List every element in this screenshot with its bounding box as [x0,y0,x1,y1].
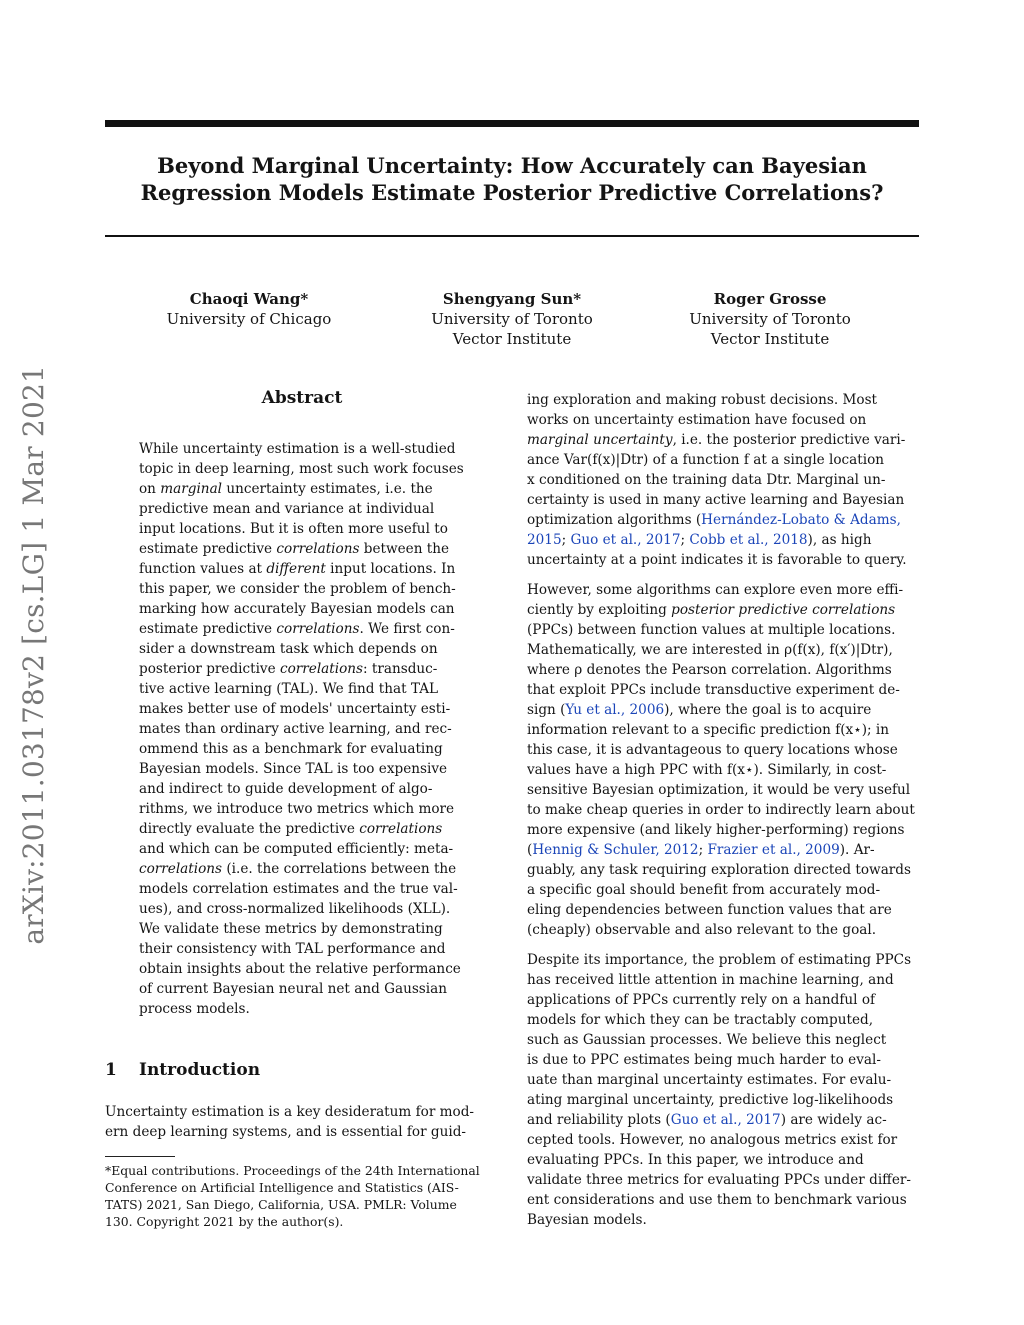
citation-link[interactable]: Yu et al., 2006 [565,702,665,718]
text-line: Despite its importance, the problem of estimating PPCs [527,952,912,968]
author-block [119,289,379,329]
text-line: (cheaply) observable and also relevant to the goal. [527,922,877,938]
author-name: Shengyang Sun* [442,290,582,308]
text-line: ing exploration and making robust decisions. Most [527,392,878,408]
text-line: uate than marginal uncertainty estimates. For evalu- [527,1072,892,1088]
emphasis: different [266,561,326,577]
text-line: input locations. But it is often more useful to [139,521,448,537]
text-line: Mathematically, we are interested in ρ(f(x), f(x′)|Dtr), [527,642,893,658]
text-line: Conference on Artificial Intelligence and Statistics (AIS- [105,1180,459,1195]
abstract [139,388,465,1019]
text-line: obtain insights about the relative performance [139,961,461,977]
text-line: that exploit PPCs include transductive experiment de- [527,682,900,698]
emphasis: correlations [359,821,443,837]
text-line: a specific goal should benefit from accurately mod- [527,882,881,898]
author-block [640,289,900,349]
text-line: correlations (i.e. the correlations between the [139,861,457,877]
citation-link[interactable]: Guo et al., 2017 [570,532,681,548]
title-line: Beyond Marginal Uncertainty: How Accurately can Bayesian [157,153,867,178]
text-line: ommend this as a benchmark for evaluating [139,741,443,757]
text-line: guably, any task requiring exploration directed towards [527,862,911,878]
arxiv-stamp [13,365,53,945]
author-affiliation: Vector Institute [452,330,572,348]
text-line: *Equal contributions. Proceedings of the 24th International [105,1163,480,1178]
title-line: Regression Models Estimate Posterior Predictive Correlations? [140,180,884,205]
title-bottom-rule [105,235,919,237]
text-line: applications of PPCs currently rely on a handful of [527,992,876,1008]
text-line: directly evaluate the predictive correlations [139,821,443,837]
citation-link[interactable]: Frazier et al., 2009 [707,842,840,858]
text-line: 2015; Guo et al., 2017; Cobb et al., 2018), as high [527,532,872,548]
text-line: tive active learning (TAL). We find that TAL [139,681,439,697]
intro-paragraph [527,390,919,570]
text-line: Uncertainty estimation is a key desideratum for mod- [105,1104,475,1120]
text-line: of current Bayesian neural net and Gaussian [139,981,447,997]
text-line: evaluating PPCs. In this paper, we introduce and [527,1152,864,1168]
text-line: TATS) 2021, San Diego, California, USA. PMLR: Volume [105,1197,457,1212]
intro-paragraph [527,950,919,1230]
paper-title [105,152,919,206]
author-affiliation: Vector Institute [710,330,830,348]
author-name: Chaoqi Wang* [189,290,309,308]
text-line: sensitive Bayesian optimization, it would be very useful [527,782,911,798]
text-line: and which can be computed efficiently: meta- [139,841,454,857]
author-name: Roger Grosse [713,290,827,308]
text-line: (PPCs) between function values at multiple locations. [527,622,896,638]
text-line: 130. Copyright 2021 by the author(s). [105,1214,344,1229]
abstract-body [139,439,465,1019]
text-line: this case, it is advantageous to query locations whose [527,742,898,758]
author-block [382,289,642,349]
text-line: to make cheap queries in order to indirectly learn about [527,802,915,818]
citation-link[interactable]: 2015 [527,532,562,548]
citation-link[interactable]: Cobb et al., 2018 [689,532,808,548]
text-line: marking how accurately Bayesian models can [139,601,455,617]
text-line: such as Gaussian processes. We believe this neglect [527,1032,887,1048]
text-line: cepted tools. However, no analogous metrics exist for [527,1132,898,1148]
text-line: models correlation estimates and the true val- [139,881,458,897]
text-line: ance Var(f(x)|Dtr) of a function f at a single location [527,452,885,468]
text-line: function values at different input locations. In [139,561,456,577]
emphasis: correlations [279,661,364,677]
text-line: estimate predictive correlations. We first con- [139,621,455,637]
text-line: topic in deep learning, most such work focuses [139,461,464,477]
text-line: on marginal uncertainty estimates, i.e. the [139,481,433,497]
footnote [105,1162,505,1230]
footnote-rule [105,1156,175,1157]
text-line: marginal uncertainty, i.e. the posterior predictive vari- [527,432,906,448]
text-line: works on uncertainty estimation have focused on [527,412,867,428]
intro-left-column [105,1102,501,1142]
section-heading-introduction [105,1059,260,1081]
text-line: models for which they can be tractably computed, [527,1012,874,1028]
text-line: ues), and cross-normalized likelihoods (XLL). [139,901,451,917]
text-line: While uncertainty estimation is a well-studied [139,441,456,457]
text-line: makes better use of models' uncertainty esti- [139,701,451,717]
text-line: ciently by exploiting posterior predictive correlations [527,602,896,618]
text-line: ating marginal uncertainty, predictive log-likelihoods [527,1092,894,1108]
intro-paragraph [105,1102,501,1142]
text-line: Bayesian models. [527,1212,647,1228]
right-column [527,390,919,1230]
text-line: eling dependencies between function values that are [527,902,892,918]
intro-paragraph [527,580,919,940]
text-line: and indirect to guide development of algo- [139,781,433,797]
text-line: more expensive (and likely higher-performing) regions [527,822,905,838]
text-line: certainty is used in many active learning and Bayesian [527,492,905,508]
text-line: We validate these metrics by demonstrating [139,921,443,937]
text-line: ent considerations and use them to benchmark various [527,1192,907,1208]
emphasis: correlations [139,861,223,877]
text-line: Bayesian models. Since TAL is too expensive [139,761,448,777]
section-title: Introduction [139,1060,261,1080]
text-line: ern deep learning systems, and is essential for guid- [105,1124,466,1140]
text-line: this paper, we consider the problem of bench- [139,581,456,597]
title-top-rule [105,120,919,127]
text-line: mates than ordinary active learning, and rec- [139,721,452,737]
text-line: sider a downstream task which depends on [139,641,438,657]
text-line: estimate predictive correlations between the [139,541,450,557]
emphasis: correlations [276,621,360,637]
text-line: posterior predictive correlations: transduc- [139,661,438,677]
citation-link[interactable]: Guo et al., 2017 [670,1112,781,1128]
abstract-heading: Abstract [261,388,343,408]
author-affiliation: University of Toronto [431,310,593,328]
section-number: 1 [105,1060,117,1080]
text-line: sign (Yu et al., 2006), where the goal is to acquire [527,702,872,718]
emphasis: posterior predictive correlations [671,602,896,618]
text-line: has received little attention in machine learning, and [527,972,894,988]
emphasis: marginal [160,481,223,497]
text-line: predictive mean and variance at individual [139,501,435,517]
citation-link[interactable]: Hennig & Schuler, 2012 [532,842,699,858]
emphasis: marginal uncertainty [527,432,673,448]
text-line: (Hennig & Schuler, 2012; Frazier et al., 2009). Ar- [527,842,875,858]
text-line: where ρ denotes the Pearson correlation. Algorithms [527,662,892,678]
author-affiliation: University of Chicago [166,310,332,328]
citation-link[interactable]: Hernández-Lobato & Adams, [701,512,901,528]
text-line: information relevant to a specific prediction f(x⋆); in [527,722,890,738]
text-line: values have a high PPC with f(x⋆). Similarly, in cost- [527,762,887,778]
text-line: rithms, we introduce two metrics which more [139,801,455,817]
text-line: optimization algorithms (Hernández-Lobato & Adams, [527,512,901,528]
text-line: process models. [139,1001,250,1017]
arxiv-stamp-text: arXiv:2011.03178v2 [cs.LG] 1 Mar 2021 [16,365,50,945]
text-line: x conditioned on the training data Dtr. Marginal un- [527,472,886,488]
text-line: is due to PPC estimates being much harder to eval- [527,1052,881,1068]
text-line: However, some algorithms can explore even more effi- [527,582,904,598]
text-line: validate three metrics for evaluating PPCs under differ- [527,1172,911,1188]
author-affiliation: University of Toronto [689,310,851,328]
emphasis: correlations [276,541,360,557]
text-line: their consistency with TAL performance and [139,941,446,957]
text-line: and reliability plots (Guo et al., 2017) are widely ac- [527,1112,887,1128]
text-line: uncertainty at a point indicates it is favorable to query. [527,552,907,568]
